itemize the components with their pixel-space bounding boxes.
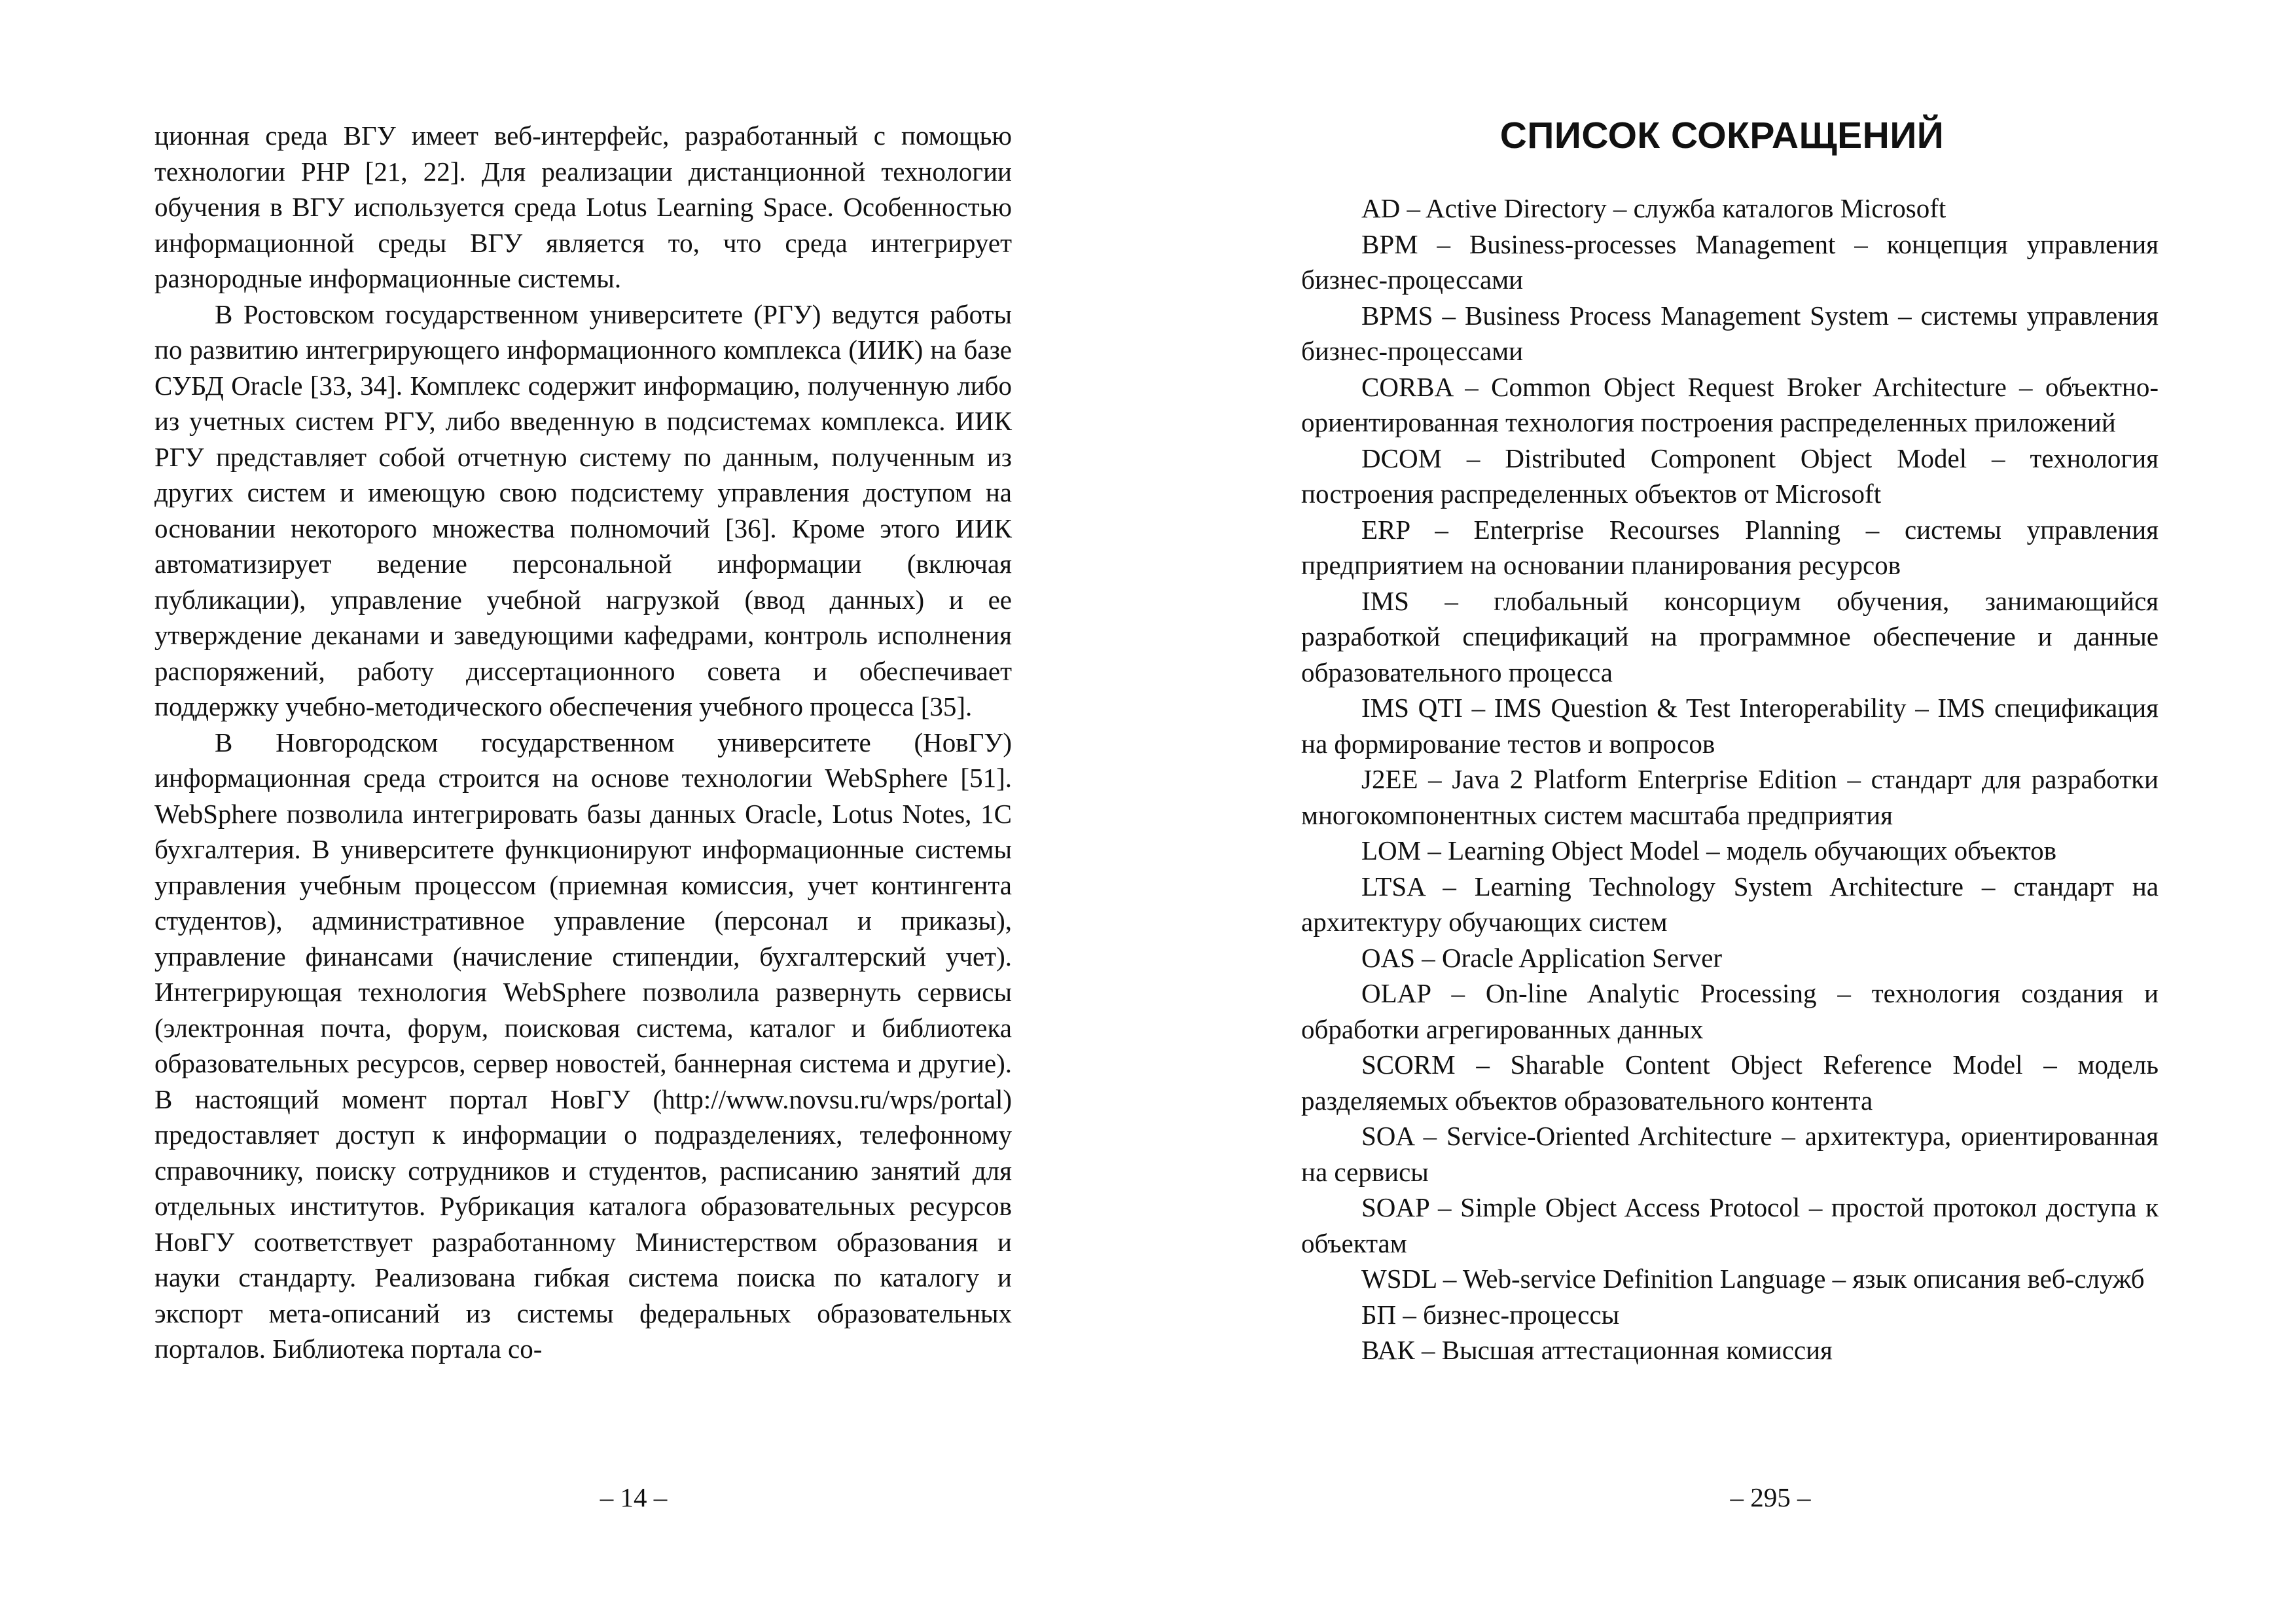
abbreviation-entry: BPMS – Business Process Management System – системы управления бизнес-процессами (1301, 300, 2159, 366)
right-page (1148, 0, 2296, 1623)
abbreviation-entry: ВАК – Высшая аттестационная комиссия (1361, 1335, 1833, 1365)
abbreviation-entry: BPM – Business-processes Management – концепция управления бизнес-процессами (1301, 228, 2159, 295)
abbreviation-entry: IMS QTI – IMS Question & Test Interoperability – IMS спецификация на формирование тестов и вопросов (1301, 693, 2159, 759)
abbreviations-list (1301, 191, 2159, 1368)
paragraph-1: ционная среда ВГУ имеет веб-интерфейс, разработанный с помощью технологии PHP [21, 22]. Для реализации дистанционной технологии обучения в ВГУ используется среда Lotus Learning Space. Особенностью информационной среды ВГУ является то, что среда интегрирует разнородные информационные системы. (154, 120, 1012, 293)
paragraph-3: В Новгородском государственном университете (НовГУ) информационная среда строится на основе технологии WebSphere [51]. WebSphere позволила интегрировать базы данных Oracle, Lotus Notes, 1С бухгалтерия. В университете функционируют информационные системы управления учебным процессом (приемная комиссия, учет контингента студентов), административное управление (персонал и приказы), управление финансами (начисление стипендии, бухгалтерский учет). Интегрирующая технология WebSphere позволила развернуть сервисы (электронная почта, форум, поисковая система, каталог и библиотека образовательных ресурсов, сервер новостей, баннерная система и другие). В настоящий момент портал НовГУ (http://www.novsu.ru/wps/portal) предоставляет доступ к информации о подразделениях, телефонному справочнику, поиску сотрудников и студентов, расписанию занятий для отдельных институтов. Рубрикация каталога образовательных ресурсов НовГУ соответствует разработанному Министерством образования и науки стандарту. Реализована гибкая система поиска по каталогу и экспорт мета-описаний из системы федеральных образовательных порталов. Библиотека портала со- (154, 727, 1012, 1364)
left-page-body (154, 118, 1012, 1367)
abbreviations-heading: СПИСОК СОКРАЩЕНИЙ (1499, 115, 1945, 156)
abbreviation-entry: OAS – Oracle Application Server (1361, 942, 1723, 973)
paragraph-2: В Ростовском государственном университете (РГУ) ведутся работы по развитию интегрирующего информационного комплекса (ИИК) на базе СУБД Oracle [33, 34]. Комплекс содержит информацию, полученную либо из учетных систем РГУ, либо введенную в подсистемах комплекса. ИИК РГУ представляет собой отчетную систему по данным, полученным из других систем и имеющую свою подсистему управления доступом на основании некоторого множества полномочий [36]. Кроме этого ИИК автоматизирует ведение персональной информации (включая публикации), управление учебной нагрузкой (ввод данных) и ее утверждение деканами и заведующими кафедрами, контроль исполнения распоряжений, работу диссертационного совета и обеспечивает поддержку учебно-методического обеспечения учебного процесса [35]. (154, 299, 1012, 721)
abbreviation-entry: ERP – Enterprise Recourses Planning – системы управления предприятием на основании планирования ресурсов (1301, 514, 2159, 580)
abbreviation-entry: IMS – глобальный консорциум обучения, занимающийся разработкой спецификаций на программное обеспечение и данные образовательного процесса (1301, 585, 2159, 687)
abbreviation-entry: WSDL – Web-service Definition Language – язык описания веб-служб (1361, 1264, 2145, 1294)
abbreviation-entry: SCORM – Sharable Content Object Reference Model – модель разделяемых объектов образовательного контента (1301, 1049, 2159, 1116)
abbreviation-entry: J2EE – Java 2 Platform Enterprise Edition – стандарт для разработки многокомпонентных систем масштаба предприятия (1301, 764, 2159, 830)
right-page-number: – 295 – (1730, 1482, 1811, 1512)
abbreviation-entry: LTSA – Learning Technology System Architecture – стандарт на архитектуру обучающих систем (1301, 871, 2159, 937)
abbreviation-entry: OLAP – On-line Analytic Processing – технология создания и обработки агрегированных данных (1301, 978, 2159, 1044)
abbreviation-entry: SOAP – Simple Object Access Protocol – простой протокол доступа к объектам (1301, 1192, 2159, 1258)
abbreviation-entry: БП – бизнес-процессы (1361, 1299, 1620, 1330)
abbreviation-entry: AD – Active Directory – служба каталогов Microsoft (1361, 193, 1946, 223)
abbreviation-entry: CORBA – Common Object Request Broker Architecture – объектно-ориентированная технология построения распределенных приложений (1301, 371, 2159, 437)
left-page-number: – 14 – (600, 1482, 668, 1512)
abbreviation-entry: SOA – Service-Oriented Architecture – архитектура, ориентированная на сервисы (1301, 1121, 2159, 1187)
abbreviation-entry: LOM – Learning Object Model – модель обучающих объектов (1361, 835, 2057, 866)
abbreviation-entry: DCOM – Distributed Component Object Model – технология построения распределенных объектов от Microsoft (1301, 443, 2159, 509)
